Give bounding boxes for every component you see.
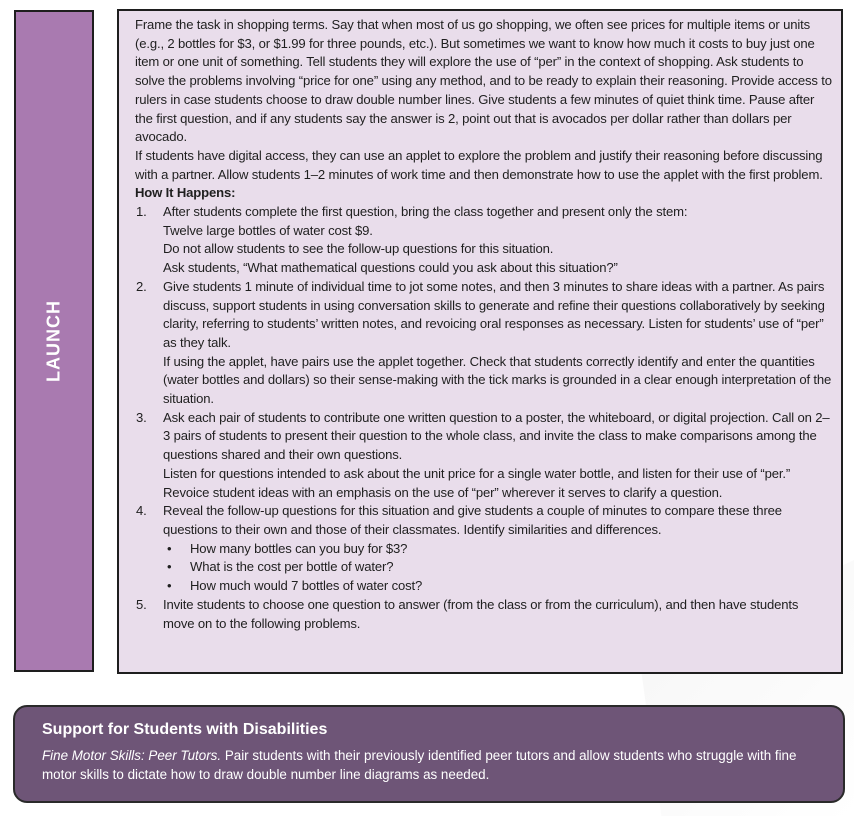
step-text: Ask students, “What mathematical questions could you ask about this situation?” [163,260,618,276]
step-item [135,203,833,278]
step-text: Twelve large bottles of water cost $9. [163,222,373,238]
step-text: Reveal the follow-up questions for this situation and give students a couple of minutes to compare these three questions to their own and those of their classmates. Identify similarities and differences. [163,503,782,537]
step-text: Do not allow students to see the follow-up questions for this situation. [163,241,554,257]
bullet-item [163,558,833,577]
bullet-dot-icon: • [167,578,172,594]
intro-paragraph: Frame the task in shopping terms. Say that when most of us go shopping, we often see prices for multiple items or units (e.g., 2 bottles for $3, or $1.99 for three pounds, etc.). But sometimes we want to know how much it costs to buy just one item or one unit of something. Tell students they will explore the use of “per” in the context of shopping. Ask students to solve the problems involving “price for one” using any method, and to be ready to explain their reasoning. Provide access to rulers in case students choose to draw double number lines. Give students a few minutes of quiet think time. Pause after the first question, and if any students say the answer is 2, point out that is avocados per dollar rather than dollars per avocado. [135,17,832,145]
support-title: Support for Students with Disabilities [42,721,328,738]
support-body: Pair students with their previously identified peer tutors and allow students who struggle with fine motor skills to dictate how to draw double number line diagrams as needed. [42,748,797,782]
step-item [135,409,833,503]
step-number: 2. [136,278,147,294]
applet-paragraph: If students have digital access, they can use an applet to explore the problem and justify their reasoning before discussing with a partner. Allow students 1–2 minutes of work time and then demonstrate how to use the applet with the first problem. [135,147,823,182]
step-item [135,278,833,409]
bullet-dot-icon: • [167,559,172,575]
bullet-item [163,577,833,596]
follow-up-questions-list [163,540,833,596]
step-number: 5. [136,596,147,612]
step-text: If using the applet, have pairs use the applet together. Check that students correctly identify and enter the quantities (water bottles and dollars) so their sense-making with the tick marks is grounded in a clear enough interpretation of the situation. [163,353,832,407]
bullet-text: What is the cost per bottle of water? [190,559,394,575]
launch-side-label: LAUNCH [43,300,64,382]
step-number: 3. [136,409,147,425]
steps-list [135,203,833,633]
step-item [135,596,833,633]
support-disabilities-box [13,705,845,803]
bullet-dot-icon: • [167,540,172,556]
step-item [135,502,833,596]
support-lead: Fine Motor Skills: Peer Tutors. [42,748,222,763]
bullet-text: How many bottles can you buy for $3? [190,540,408,556]
step-number: 4. [136,503,147,519]
step-text: Ask each pair of students to contribute one written question to a poster, the whiteboard, or digital projection. Call on 2–3 pairs of students to present their question to the whole class, and invite the class to make comparisons among the questions shared and their own questions. [163,409,830,463]
bullet-item [163,540,833,559]
step-text: Listen for questions intended to ask about the unit price for a single water bottle, and listen for their use of “per.” Revoice student ideas with an emphasis on the use of “per” wherever it serves to clarify a question. [163,465,791,500]
support-text [42,747,823,784]
step-text: Give students 1 minute of individual time to jot some notes, and then 3 minutes to share ideas with a partner. As pairs discuss, support students in using conversation skills to generate and refine their questions collaboratively by seeking clarity, referring to students’ written notes, and revoicing oral responses as necessary. Listen for students’ use of “per” as they talk. [163,278,825,350]
how-it-happens-heading: How It Happens: [135,185,236,201]
step-text: After students complete the first question, bring the class together and present only the stem: [163,204,688,220]
step-text: Invite students to choose one question to answer (from the class or from the curriculum), and then have students move on to the following problems. [163,596,799,631]
step-number: 1. [136,204,147,220]
launch-side-tab [14,10,94,672]
launch-content-box [117,9,843,674]
bullet-text: How much would 7 bottles of water cost? [190,578,423,594]
